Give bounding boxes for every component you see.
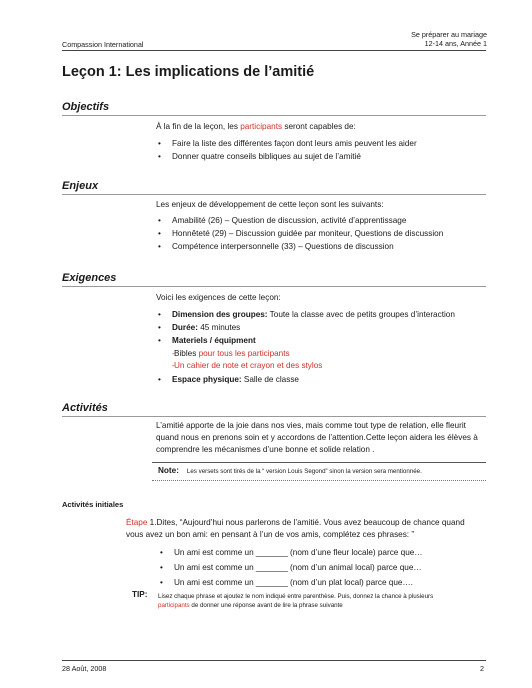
list-item-dimension xyxy=(156,308,486,321)
espace-label: Espace physique: xyxy=(172,375,242,384)
header-course: Se préparer au mariage xyxy=(411,30,487,39)
bullet-icon: • xyxy=(158,310,161,319)
duree-text: 45 minutes xyxy=(197,323,241,332)
bullet-icon: • xyxy=(160,578,163,587)
list-item-materiels xyxy=(156,334,486,347)
list-item-text: Amabilité (26) – Question de discussion, activité d’apprentissage xyxy=(172,216,407,225)
page-title: Leçon 1: Les implications de l’amitié xyxy=(62,64,315,80)
exigences-list-cont xyxy=(156,373,486,386)
materiels-label: Materiels / équipment xyxy=(172,336,256,345)
sub-item-highlight: Un cahier de note et crayon et des stylos xyxy=(174,360,323,370)
intro-text: seront capables de: xyxy=(282,122,356,131)
bullet-icon: • xyxy=(158,375,161,384)
participants-highlight: participants xyxy=(240,122,283,131)
bullet-icon: • xyxy=(160,548,163,557)
list-item-text: Donner quatre conseils bibliques au sujet de l’amitié xyxy=(172,152,361,161)
header-divider xyxy=(62,50,486,51)
section-heading-exigences: Exigences xyxy=(62,272,117,284)
sub-item-text: Bibles xyxy=(174,349,199,358)
espace-text: Salle de classe xyxy=(241,375,299,384)
list-item xyxy=(156,227,486,240)
list-item xyxy=(158,560,484,575)
footer-divider xyxy=(62,660,486,661)
header-age-year: 12-14 ans, Année 1 xyxy=(424,39,487,48)
section-divider xyxy=(62,194,486,195)
page-number: 2 xyxy=(480,664,484,673)
materiels-sublist xyxy=(156,348,486,371)
bullet-icon: • xyxy=(158,242,161,251)
list-item-text: Honnêteté (29) – Discussion guidée par moniteur, Questions de discussion xyxy=(172,229,444,238)
bullet-icon: • xyxy=(158,152,161,161)
note-bottom-border xyxy=(152,480,486,481)
dash-marker: - xyxy=(172,360,175,370)
activites-paragraph: L’amitié apporte de la joie dans nos vies, mais comme tout type de relation, elle fleurit quand nous en prenons soin et y accordons de l’attention.Cette leçon aidera les élèves à comprendre les mécanismes d’une bonne et solide relation . xyxy=(156,421,478,454)
section-divider xyxy=(62,286,486,287)
intro-text: À la fin de la leçon, les xyxy=(156,122,241,131)
etape-label: Étape xyxy=(126,518,148,527)
bullet-icon: • xyxy=(158,336,161,345)
list-item xyxy=(158,545,484,560)
sub-item-highlight: pour tous les participants xyxy=(198,349,290,358)
dash-marker: - xyxy=(172,349,175,358)
dimension-text: Toute la classe avec de petits groupes d’interaction xyxy=(267,310,455,319)
list-item-espace xyxy=(156,373,486,386)
list-item xyxy=(156,240,486,253)
etape-paragraph xyxy=(126,517,482,541)
list-item-text: Compétence interpersonnelle (33) – Questions de discussion xyxy=(172,242,394,251)
tip-label: TIP: xyxy=(132,590,148,599)
note-top-border xyxy=(152,462,486,463)
sublist-item xyxy=(156,360,486,372)
tip-text xyxy=(158,592,484,610)
section-divider xyxy=(62,115,486,116)
tip-text-part: Lisez chaque phrase et ajoutez le nom indiqué entre parenthèse. Puis, donnez la chance à plusieurs xyxy=(158,593,434,600)
bullet-icon: • xyxy=(158,323,161,332)
list-item xyxy=(158,575,484,590)
objectifs-intro xyxy=(156,121,486,133)
sublist-item xyxy=(156,348,486,360)
list-item-text: Faire la liste des différentes façon dont leurs amis peuvent les aider xyxy=(172,139,417,148)
objectifs-list xyxy=(156,137,486,163)
bullet-icon: • xyxy=(158,216,161,225)
enjeux-list xyxy=(156,214,486,253)
section-heading-enjeux: Enjeux xyxy=(62,180,99,192)
enjeux-intro: Les enjeux de développement de cette leçon sont les suivants: xyxy=(156,200,384,209)
bullet-icon: • xyxy=(160,563,163,572)
list-item-text: Un ami est comme un _______ (nom d’une fleur locale) parce que… xyxy=(174,548,423,557)
header-org: Compassion International xyxy=(62,40,144,49)
list-item-text: Un ami est comme un _______ (nom d’un animal local) parce que… xyxy=(174,563,422,572)
tip-text-part: de donner une réponse avant de lire la phrase suivante xyxy=(189,602,343,609)
duree-label: Durée: xyxy=(172,323,198,332)
list-item-text: Un ami est comme un _______ (nom d’un plat local) parce que…. xyxy=(174,578,413,587)
section-heading-initiales: Activités initiales xyxy=(62,500,124,509)
initiales-list xyxy=(158,545,484,590)
list-item xyxy=(156,137,486,150)
list-item xyxy=(156,214,486,227)
exigences-list xyxy=(156,308,486,347)
section-heading-activites: Activités xyxy=(62,402,108,414)
list-item-duree xyxy=(156,321,486,334)
note-label: Note: xyxy=(158,466,179,475)
tip-participants: participants xyxy=(158,602,190,609)
note-box xyxy=(158,466,484,475)
dimension-label: Dimension des groupes: xyxy=(172,310,268,319)
etape-text: 1.Dites, “Aujourd’hui nous parlerons de l’amitié. Vous avez beaucoup de chance quand vous avez un bon ami: en pensant à l’un de vos amis, complétez ces phrases: ” xyxy=(126,518,465,539)
section-divider xyxy=(62,416,486,417)
list-item xyxy=(156,150,486,163)
header-right xyxy=(411,30,487,48)
section-heading-objectifs: Objectifs xyxy=(62,101,110,113)
footer-date: 28 Août, 2008 xyxy=(62,664,107,673)
note-text: Les versets sont tirés de la “ version Louis Segond” sinon la version sera mentionnée. xyxy=(186,468,422,475)
bullet-icon: • xyxy=(158,229,161,238)
exigences-intro: Voici les exigences de cette leçon: xyxy=(156,293,281,302)
bullet-icon: • xyxy=(158,139,161,148)
